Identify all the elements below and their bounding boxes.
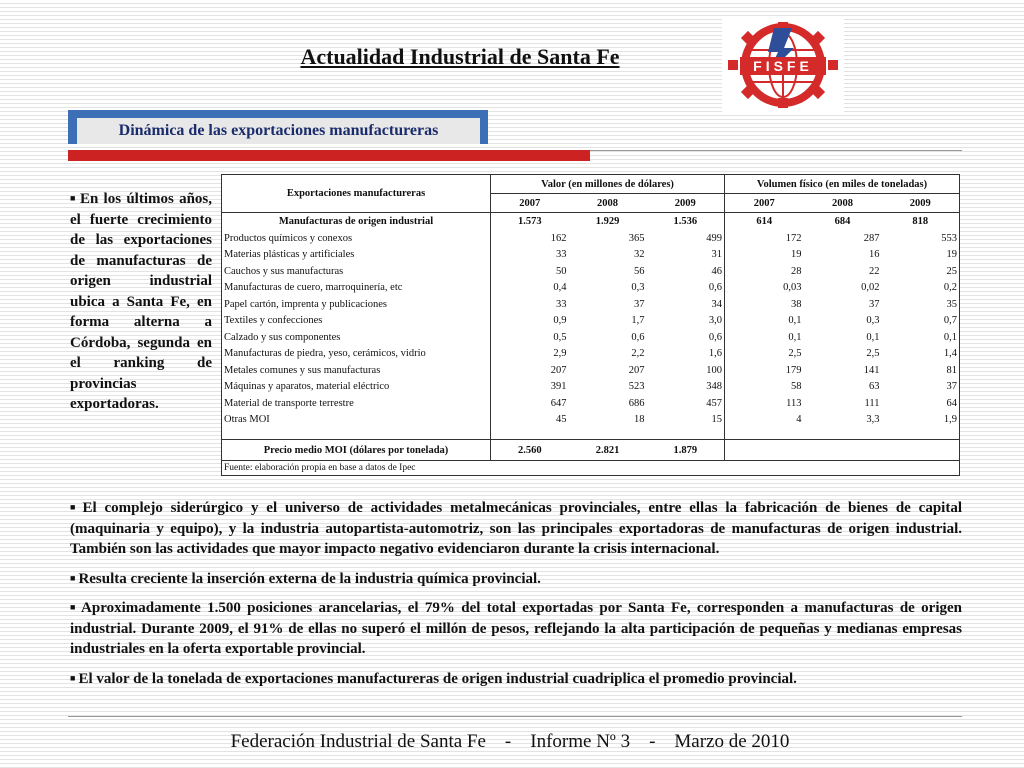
footer-text: Federación Industrial de Santa Fe - Informe Nº 3 - Marzo de 2010 bbox=[230, 731, 790, 752]
table-cell: 207 bbox=[550, 364, 567, 376]
table-cell: 391 bbox=[550, 381, 567, 393]
bullet-square-icon: ■ bbox=[70, 602, 79, 612]
bullet-text: El valor de la tonelada de exportaciones manufactureras de origen industrial cuadriplica el promedio provincial. bbox=[78, 670, 797, 687]
table-cell: 2.821 bbox=[569, 440, 647, 461]
table-cell: 365 bbox=[628, 232, 645, 244]
volume-group-header: Volumen físico (en miles de toneladas) bbox=[725, 175, 960, 194]
table-cell: 46 bbox=[647, 263, 725, 280]
table-row bbox=[222, 280, 960, 297]
table-cell: 25 bbox=[946, 265, 958, 277]
table-cell: 4 bbox=[796, 414, 802, 426]
row-label: Manufacturas de cuero, marroquinería, etc bbox=[222, 280, 491, 297]
table-cell: 1.879 bbox=[647, 440, 725, 461]
table-row bbox=[222, 230, 960, 247]
table-source-row bbox=[222, 461, 960, 476]
table-cell: 15 bbox=[647, 412, 725, 429]
table-cell: 1,7 bbox=[631, 315, 645, 327]
row-label: Productos químicos y conexos bbox=[222, 230, 491, 247]
year-header: 2009 bbox=[647, 194, 725, 213]
table-cell: 33 bbox=[556, 298, 567, 310]
table-cell: 0,9 bbox=[553, 315, 567, 327]
table-row bbox=[222, 313, 960, 330]
bullet-square-icon: ■ bbox=[70, 193, 77, 203]
table-cell: 31 bbox=[647, 247, 725, 264]
table-row bbox=[222, 296, 960, 313]
table-cell: 100 bbox=[647, 362, 725, 379]
table-cell: 207 bbox=[628, 364, 645, 376]
table-cell: 22 bbox=[869, 265, 880, 277]
table-cell: 1.573 bbox=[517, 216, 542, 227]
table-cell: 553 bbox=[941, 232, 958, 244]
year-header: 2007 bbox=[491, 194, 569, 213]
table-cell: 35 bbox=[946, 298, 958, 310]
table-cell: 0,02 bbox=[861, 282, 880, 294]
bullet-text: El complejo siderúrgico y el universo de actividades metalmecánicas provinciales, entre ellas la fabricación de bienes de capital (maquinaria y equipo), y la industria autopartista-automotriz, son las principales exportadoras de manufacturas de origen industrial. También son las actividades que mayor impacto negativo evidenciaron durante la crisis internacional. bbox=[70, 500, 962, 557]
table-cell: 0,3 bbox=[866, 315, 880, 327]
bullet-text: Aproximadamente 1.500 posiciones arancelarias, el 79% del total exportadas por Santa Fe, corresponden a manufacturas de origen industrial. Durante 2009, el 91% de ellas no superó el millón de pesos, reflejando la alta participación de pequeñas y medianas empresas industriales en la oferta exportable provincial. bbox=[70, 600, 963, 657]
table-cell: 499 bbox=[647, 230, 725, 247]
row-label: Máquinas y aparatos, material eléctrico bbox=[222, 379, 491, 396]
value-group-header: Valor (en millones de dólares) bbox=[491, 175, 725, 194]
table-cell: 1.929 bbox=[595, 216, 620, 227]
row-label: Otras MOI bbox=[222, 412, 491, 429]
row-label: Textiles y confecciones bbox=[222, 313, 491, 330]
sidebar-bullet bbox=[70, 188, 212, 415]
table-cell: 1,9 bbox=[943, 414, 958, 426]
table-row bbox=[222, 329, 960, 346]
table-row bbox=[222, 412, 960, 429]
table-cell: 19 bbox=[791, 249, 802, 261]
table-body bbox=[222, 230, 960, 428]
table-cell: 111 bbox=[864, 397, 880, 409]
table-cell: 1,4 bbox=[943, 348, 958, 360]
footer-divider-line bbox=[68, 716, 962, 717]
table-cell: 37 bbox=[869, 298, 880, 310]
table-cell: 0,5 bbox=[553, 331, 567, 343]
table-average-row bbox=[222, 440, 960, 461]
logo-text: FISFE bbox=[753, 58, 813, 74]
table-cell: 2,2 bbox=[631, 348, 645, 360]
page-title: Actualidad Industrial de Santa Fe bbox=[300, 44, 620, 69]
list-item bbox=[70, 497, 962, 560]
row-label: Material de transporte terrestre bbox=[222, 395, 491, 412]
table-cell: 37 bbox=[946, 381, 958, 393]
table-cell: 614 bbox=[756, 216, 773, 227]
table-cell: 16 bbox=[869, 249, 880, 261]
table-cell: 684 bbox=[834, 216, 851, 227]
table-cell: 1.536 bbox=[647, 213, 725, 231]
list-item bbox=[70, 568, 962, 590]
red-divider-bar bbox=[68, 150, 590, 161]
year-header: 2008 bbox=[804, 194, 882, 213]
table-corner-header: Exportaciones manufactureras bbox=[222, 175, 491, 213]
table-cell: 33 bbox=[556, 249, 567, 261]
table-row bbox=[222, 395, 960, 412]
average-row-label: Precio medio MOI (dólares por tonelada) bbox=[222, 440, 491, 461]
table-cell: 113 bbox=[786, 397, 802, 409]
table-cell: 287 bbox=[863, 232, 880, 244]
year-header: 2008 bbox=[569, 194, 647, 213]
exports-table bbox=[221, 174, 960, 476]
table-cell: 172 bbox=[785, 232, 802, 244]
table-cell: 2,9 bbox=[553, 348, 567, 360]
fisfe-logo bbox=[722, 18, 844, 112]
row-label: Manufacturas de piedra, yeso, cerámicos, vidrio bbox=[222, 346, 491, 363]
table-cell: 0,4 bbox=[553, 282, 567, 294]
table-row bbox=[222, 362, 960, 379]
table-total-row bbox=[222, 213, 960, 231]
table-cell: 58 bbox=[791, 381, 802, 393]
table-cell: 64 bbox=[946, 397, 958, 409]
year-header: 2009 bbox=[882, 194, 960, 213]
table-cell: 0,1 bbox=[788, 315, 802, 327]
table-row bbox=[222, 379, 960, 396]
table-cell: 0,6 bbox=[647, 329, 725, 346]
table-cell: 0,1 bbox=[788, 331, 802, 343]
table-cell: 56 bbox=[634, 265, 645, 277]
table-row bbox=[222, 247, 960, 264]
table-cell: 50 bbox=[556, 265, 567, 277]
table-cell: 19 bbox=[946, 249, 958, 261]
gray-divider-line bbox=[590, 150, 962, 151]
table-cell: 0,1 bbox=[943, 331, 958, 343]
bullet-list bbox=[70, 497, 962, 697]
list-item bbox=[70, 597, 962, 660]
table-cell: 0,3 bbox=[631, 282, 645, 294]
table-cell: 28 bbox=[791, 265, 802, 277]
table-spacer-row bbox=[222, 428, 960, 440]
table-cell: 0,03 bbox=[783, 282, 802, 294]
table-cell: 18 bbox=[634, 414, 645, 426]
year-header: 2007 bbox=[725, 194, 804, 213]
row-label: Materias plásticas y artificiales bbox=[222, 247, 491, 264]
table-source-note: Fuente: elaboración propia en base a datos de Ipec bbox=[224, 463, 416, 473]
row-label: Calzado y sus componentes bbox=[222, 329, 491, 346]
row-label: Metales comunes y sus manufacturas bbox=[222, 362, 491, 379]
table-cell: 686 bbox=[628, 397, 645, 409]
table-cell: 3,0 bbox=[647, 313, 725, 330]
table-cell: 34 bbox=[647, 296, 725, 313]
total-row-label: Manufacturas de origen industrial bbox=[222, 213, 491, 231]
table-cell: 348 bbox=[647, 379, 725, 396]
table-cell: 0,6 bbox=[647, 280, 725, 297]
table-cell: 818 bbox=[912, 216, 929, 227]
table-cell: 2.560 bbox=[491, 440, 569, 461]
fisfe-logo-graphic bbox=[722, 18, 844, 112]
table-cell: 2,5 bbox=[866, 348, 880, 360]
table-cell: 523 bbox=[628, 381, 645, 393]
table-cell: 45 bbox=[556, 414, 567, 426]
bullet-square-icon: ■ bbox=[70, 502, 80, 512]
table-cell: 2,5 bbox=[788, 348, 802, 360]
table-cell: 3,3 bbox=[866, 414, 880, 426]
table-cell: 37 bbox=[634, 298, 645, 310]
bullet-square-icon: ■ bbox=[70, 572, 76, 583]
table-cell: 81 bbox=[946, 364, 958, 376]
table-cell: 0,7 bbox=[943, 315, 958, 327]
bullet-text: Resulta creciente la inserción externa de la industria química provincial. bbox=[78, 570, 541, 587]
table-cell: 0,6 bbox=[631, 331, 645, 343]
table-cell: 647 bbox=[550, 397, 567, 409]
table-cell: 63 bbox=[869, 381, 880, 393]
section-title: Dinámica de las exportaciones manufactureras bbox=[77, 118, 480, 144]
table-cell: 0,2 bbox=[943, 282, 958, 294]
table-cell: 162 bbox=[550, 232, 567, 244]
row-label: Papel cartón, imprenta y publicaciones bbox=[222, 296, 491, 313]
table-cell: 0,1 bbox=[866, 331, 880, 343]
list-item bbox=[70, 668, 962, 690]
table-row bbox=[222, 263, 960, 280]
row-label: Cauchos y sus manufacturas bbox=[222, 263, 491, 280]
bullet-square-icon: ■ bbox=[70, 672, 76, 683]
table-cell: 457 bbox=[647, 395, 725, 412]
table-row bbox=[222, 346, 960, 363]
section-header-box bbox=[68, 110, 488, 144]
table-cell: 32 bbox=[634, 249, 645, 261]
sidebar-bullet-text: En los últimos años, el fuerte crecimiento de las exportaciones de manufacturas de origen industrial ubica a Santa Fe, en forma alterna a Córdoba, segunda en el ranking de provincias exportadoras. bbox=[70, 191, 213, 412]
table-cell: 1,6 bbox=[647, 346, 725, 363]
table-cell: 141 bbox=[863, 364, 880, 376]
table-cell: 179 bbox=[785, 364, 802, 376]
table-cell: 38 bbox=[791, 298, 802, 310]
table-group-header-row bbox=[222, 175, 960, 194]
